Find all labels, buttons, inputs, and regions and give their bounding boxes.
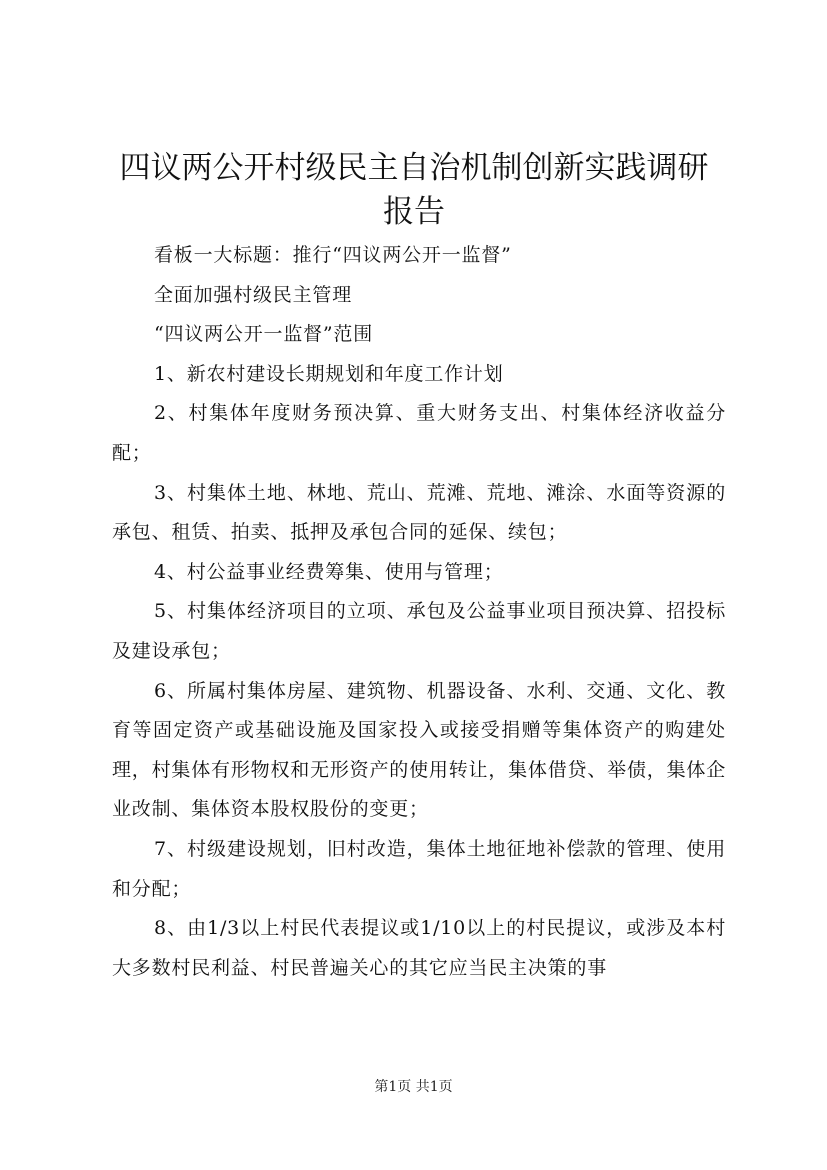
page-footer: 第1页 共1页 <box>374 1079 453 1095</box>
document-title: 四议两公开村级民主自治机制创新实践调研报告 <box>119 150 709 230</box>
paragraph: “四议两公开一监督”范围 <box>154 323 374 346</box>
paragraph: 7、村级建设规划，旧村改造，集体土地征地补偿款的管理、使用和分配； <box>112 837 726 900</box>
paragraph: 6、所属村集体房屋、建筑物、机器设备、水利、交通、文化、教育等固定资产或基础设施及国家投入或接受捐赠等集体资产的购建处理，村集体有形物权和无形资产的使用转让，集体借贷、举债，集体企业改制、集体资本股权股份的变更； <box>112 679 726 821</box>
paragraph: 2、村集体年度财务预决算、重大财务支出、村集体经济收益分配； <box>112 402 726 464</box>
document-body <box>112 236 726 988</box>
paragraph: 4、村公益事业经费筹集、使用与管理； <box>154 560 504 583</box>
paragraph: 5、村集体经济项目的立项、承包及公益事业项目预决算、招投标及建设承包； <box>112 600 726 662</box>
paragraph: 8、由1/3以上村民代表提议或1/10以上的村民提议，或涉及本村大多数村民利益、村民普遍关心的其它应当民主决策的事 <box>112 917 726 979</box>
paragraph: 看板一大标题：推行“四议两公开一监督” <box>154 244 512 266</box>
paragraph: 全面加强村级民主管理 <box>154 283 353 306</box>
paragraph: 1、新农村建设长期规划和年度工作计划 <box>154 362 504 385</box>
paragraph: 3、村集体土地、林地、荒山、荒滩、荒地、滩涂、水面等资源的承包、租赁、拍卖、抵押及承包合同的延保、续包； <box>112 481 726 544</box>
